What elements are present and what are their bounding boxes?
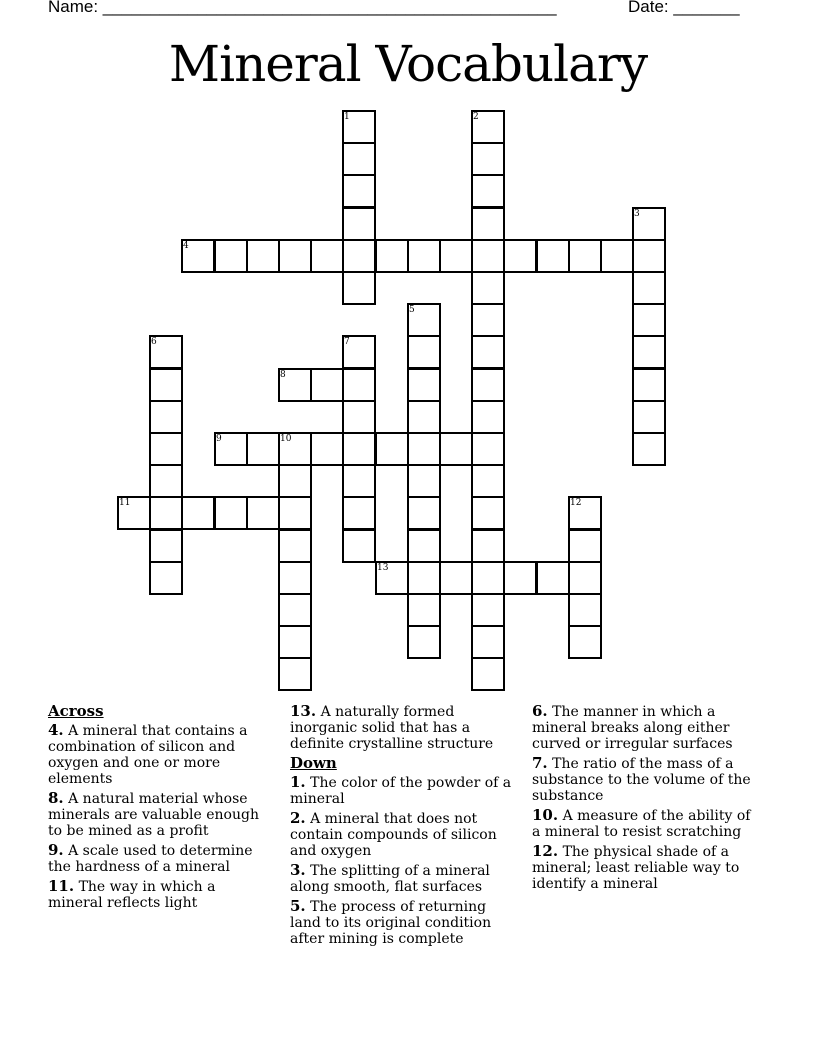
grid-cell[interactable] [632, 432, 666, 466]
grid-cell[interactable] [439, 432, 473, 466]
clue-number-label: 7 [344, 337, 350, 347]
grid-cell[interactable] [471, 432, 505, 466]
grid-cell[interactable] [407, 400, 441, 434]
grid-cell[interactable] [342, 432, 376, 466]
clue-text: The ratio of the mass of a substance to the volume of the substance [532, 756, 751, 804]
clue-number: 10. [532, 806, 559, 824]
grid-cell[interactable] [471, 335, 505, 369]
grid-cell[interactable] [471, 561, 505, 595]
grid-cell[interactable] [471, 400, 505, 434]
clue-text: The way in which a mineral reflects light [48, 879, 216, 911]
clue-number: 4. [48, 721, 64, 739]
clue-number: 5. [290, 897, 306, 915]
grid-cell[interactable] [214, 432, 248, 466]
clue-number: 11. [48, 877, 75, 895]
grid-cell[interactable] [246, 432, 280, 466]
grid-cell[interactable] [471, 174, 505, 208]
grid-cell[interactable] [342, 368, 376, 402]
grid-cell[interactable] [342, 496, 376, 530]
grid-cell[interactable] [407, 496, 441, 530]
grid-cell[interactable] [568, 561, 602, 595]
clue-across-13 [290, 703, 514, 752]
grid-cell[interactable] [278, 593, 312, 627]
grid-cell[interactable] [632, 207, 666, 241]
clue-number: 6. [532, 702, 548, 720]
grid-cell[interactable] [471, 464, 505, 498]
grid-cell[interactable] [471, 271, 505, 305]
grid-cell[interactable] [149, 432, 183, 466]
grid-cell[interactable] [342, 207, 376, 241]
grid-cell[interactable] [342, 464, 376, 498]
grid-cell[interactable] [407, 335, 441, 369]
across-heading: Across [48, 702, 104, 720]
grid-cell[interactable] [375, 239, 409, 273]
clue-number: 7. [532, 754, 548, 772]
grid-cell[interactable] [149, 400, 183, 434]
grid-cell[interactable] [471, 368, 505, 402]
clue-text: The color of the powder of a mineral [290, 775, 512, 807]
clue-text: The splitting of a mineral along smooth, flat surfaces [290, 863, 490, 895]
clue-number: 12. [532, 842, 559, 860]
clue-number: 3. [290, 861, 306, 879]
grid-cell[interactable] [568, 496, 602, 530]
clues-column-1 [48, 703, 272, 914]
grid-cell[interactable] [342, 400, 376, 434]
grid-cell[interactable] [407, 625, 441, 659]
clue-number-label: 1 [344, 112, 350, 122]
clue-number-label: 2 [473, 112, 479, 122]
grid-cell[interactable] [471, 593, 505, 627]
clue-number-label: 11 [119, 498, 131, 508]
grid-cell[interactable] [278, 432, 312, 466]
clue-number: 13. [290, 702, 317, 720]
grid-cell[interactable] [342, 271, 376, 305]
grid-cell[interactable] [278, 561, 312, 595]
grid-cell[interactable] [342, 529, 376, 563]
clues-column-3 [532, 703, 762, 895]
grid-cell[interactable] [471, 303, 505, 337]
clue-down-10 [532, 807, 762, 840]
clue-down-1 [290, 774, 514, 807]
grid-cell[interactable] [471, 207, 505, 241]
clue-number-label: 8 [280, 370, 286, 380]
grid-cell[interactable] [600, 239, 634, 273]
clue-text: A scale used to determine the hardness of a mineral [48, 843, 253, 875]
grid-cell[interactable] [471, 657, 505, 691]
grid-cell[interactable] [375, 432, 409, 466]
grid-cell[interactable] [407, 303, 441, 337]
grid-cell[interactable] [568, 625, 602, 659]
grid-cell[interactable] [310, 432, 344, 466]
clue-number: 8. [48, 789, 64, 807]
grid-cell[interactable] [407, 432, 441, 466]
clue-text: A mineral that does not contain compounds of silicon and oxygen [290, 811, 497, 859]
clue-down-5 [290, 898, 514, 947]
grid-cell[interactable] [246, 496, 280, 530]
clue-number-label: 13 [377, 563, 389, 573]
grid-cell[interactable] [471, 529, 505, 563]
grid-cell[interactable] [568, 239, 602, 273]
grid-cell[interactable] [181, 496, 215, 530]
grid-cell[interactable] [342, 174, 376, 208]
grid-cell[interactable] [278, 464, 312, 498]
grid-cell[interactable] [310, 368, 344, 402]
clue-text: The physical shade of a mineral; least reliable way to identify a mineral [532, 844, 740, 892]
grid-cell[interactable] [407, 529, 441, 563]
grid-cell[interactable] [632, 271, 666, 305]
grid-cell[interactable] [342, 239, 376, 273]
grid-cell[interactable] [407, 593, 441, 627]
grid-cell[interactable] [439, 561, 473, 595]
grid-cell[interactable] [278, 657, 312, 691]
grid-cell[interactable] [568, 529, 602, 563]
clue-number-label: 6 [151, 337, 157, 347]
grid-cell[interactable] [310, 239, 344, 273]
grid-cell[interactable] [471, 110, 505, 144]
clue-across-8 [48, 790, 272, 839]
grid-cell[interactable] [278, 529, 312, 563]
clue-text: A naturally formed inorganic solid that has a definite crystalline structure [290, 704, 494, 752]
clue-number-label: 3 [634, 209, 640, 219]
grid-cell[interactable] [471, 496, 505, 530]
clue-number-label: 10 [280, 434, 292, 444]
grid-cell[interactable] [503, 239, 537, 273]
grid-cell[interactable] [278, 496, 312, 530]
grid-cell[interactable] [278, 625, 312, 659]
grid-cell[interactable] [632, 335, 666, 369]
clue-down-3 [290, 862, 514, 895]
clue-across-11 [48, 878, 272, 911]
clue-number-label: 9 [216, 434, 222, 444]
grid-cell[interactable] [471, 239, 505, 273]
date-field[interactable]: Date: _______ [628, 0, 740, 16]
down-heading: Down [290, 754, 337, 772]
clue-down-2 [290, 810, 514, 859]
grid-cell[interactable] [568, 593, 602, 627]
grid-cell[interactable] [536, 561, 570, 595]
clue-text: The manner in which a mineral breaks along either curved or irregular surfaces [532, 704, 733, 752]
grid-cell[interactable] [342, 335, 376, 369]
clue-number: 9. [48, 841, 64, 859]
grid-cell[interactable] [149, 335, 183, 369]
grid-cell[interactable] [278, 239, 312, 273]
clue-text: The process of returning land to its original condition after mining is complete [290, 899, 492, 947]
clue-down-6 [532, 703, 762, 752]
grid-cell[interactable] [149, 561, 183, 595]
clue-text: A measure of the ability of a mineral to resist scratching [532, 808, 751, 840]
grid-cell[interactable] [407, 239, 441, 273]
grid-cell[interactable] [407, 464, 441, 498]
grid-cell[interactable] [149, 368, 183, 402]
clue-down-12 [532, 843, 762, 892]
grid-cell[interactable] [214, 239, 248, 273]
name-field[interactable]: Name: ________________________________________________ [48, 0, 557, 16]
clue-number-label: 12 [570, 498, 582, 508]
grid-cell[interactable] [342, 142, 376, 176]
clue-number-label: 5 [409, 305, 415, 315]
clue-number: 1. [290, 773, 306, 791]
grid-cell[interactable] [471, 625, 505, 659]
clue-down-7 [532, 755, 762, 804]
clue-number-label: 4 [183, 241, 189, 251]
grid-cell[interactable] [149, 529, 183, 563]
grid-cell[interactable] [181, 239, 215, 273]
grid-cell[interactable] [117, 496, 151, 530]
page-title: Mineral Vocabulary [168, 35, 648, 93]
grid-cell[interactable] [278, 368, 312, 402]
grid-cell[interactable] [503, 561, 537, 595]
grid-cell[interactable] [632, 368, 666, 402]
grid-cell[interactable] [375, 561, 409, 595]
grid-cell[interactable] [342, 110, 376, 144]
grid-cell[interactable] [407, 368, 441, 402]
grid-cell[interactable] [149, 496, 183, 530]
grid-cell[interactable] [471, 142, 505, 176]
grid-cell[interactable] [214, 496, 248, 530]
grid-cell[interactable] [407, 561, 441, 595]
grid-cell[interactable] [439, 239, 473, 273]
clue-text: A mineral that contains a combination of silicon and oxygen and one or more elements [48, 723, 248, 787]
grid-cell[interactable] [632, 303, 666, 337]
grid-cell[interactable] [149, 464, 183, 498]
grid-cell[interactable] [632, 239, 666, 273]
clues-column-2 [290, 703, 514, 950]
clue-number: 2. [290, 809, 306, 827]
grid-cell[interactable] [632, 400, 666, 434]
clue-across-9 [48, 842, 272, 875]
clue-text: A natural material whose minerals are valuable enough to be mined as a profit [48, 791, 259, 839]
grid-cell[interactable] [246, 239, 280, 273]
clue-across-4 [48, 722, 272, 787]
grid-cell[interactable] [536, 239, 570, 273]
